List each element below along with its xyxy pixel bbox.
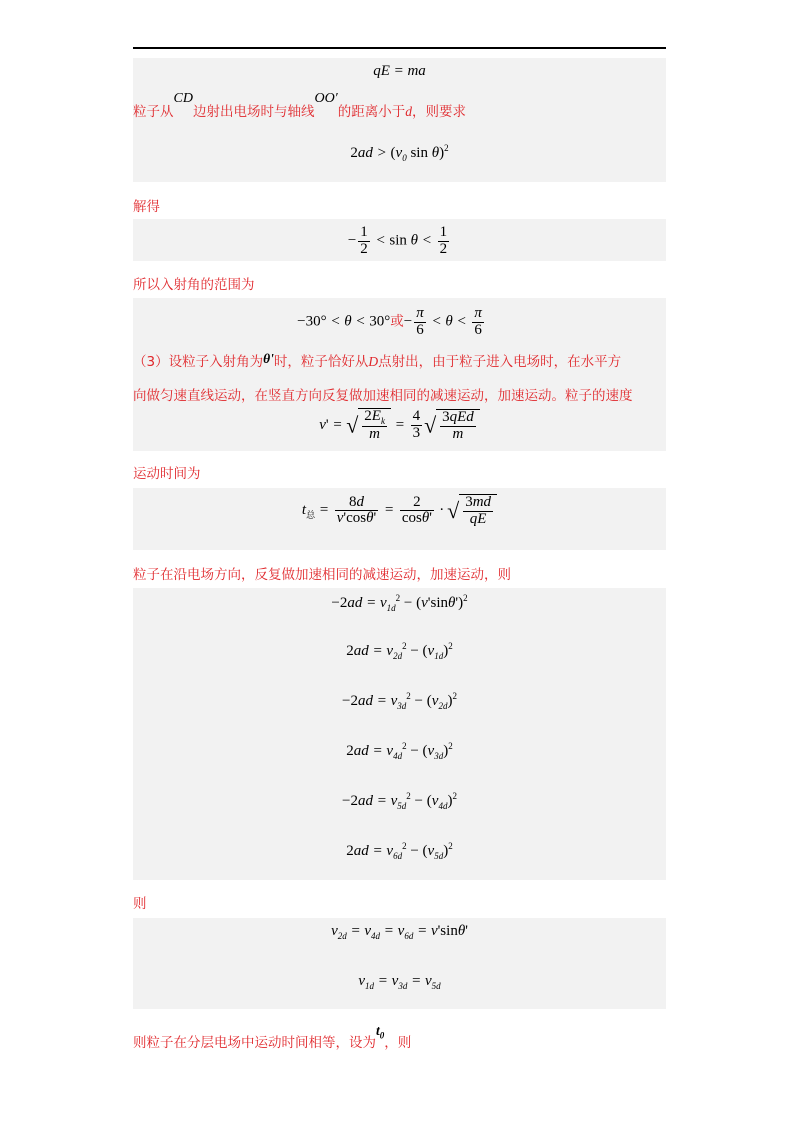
text-jiede: 解得 (133, 199, 160, 215)
eq-v1: $-2ad = v_{1d}^2 - (v'\sin\theta')^2$ (331, 593, 468, 613)
eq-v4: $2ad = v_{4d}^2 - (v_{3d})^2$ (346, 741, 453, 761)
text-along-field: 粒子在沿电场方向，反复做加速相同的减速运动，加速运动，则 (133, 567, 511, 583)
equation-box-3 (133, 298, 666, 451)
eq-qE-ma: qE = ma (373, 63, 426, 79)
equation-box-2 (133, 219, 666, 261)
text-final: 则粒子在分层电场中运动时间相等，设为$t_0$，则 (133, 1023, 412, 1051)
eq-v2: $2ad = v_{2d}^2 - (v_{1d})^2$ (346, 641, 453, 661)
eq-even-v: $v_{2d} = v_{4d} = v_{6d} = v'\sin\theta'$ (331, 923, 468, 941)
equation-box-4 (133, 488, 666, 550)
equation-box-6 (133, 918, 666, 1009)
eq-2ad: $2ad > (v_0$ sin θ)$^2$ (350, 143, 449, 163)
eq-sin-range: − $\frac{1}{2}$ < sin θ < $\frac{1}{2}$ (347, 224, 448, 257)
header-rule (133, 47, 666, 49)
text-line-1: 粒子从CD边射出电场时与轴线OO′的距离小于d，则要求 (133, 91, 466, 120)
sym-t0: $t_0$ (376, 1023, 385, 1041)
text-line-3a: （3）设粒子入射角为θ'时，粒子恰好从D点射出，由于粒子进入电场时，在水平方 (133, 351, 622, 370)
eq-v3: $-2ad = v_{3d}^2 - (v_{2d})^2$ (342, 691, 457, 711)
sym-OO: OO′ (314, 91, 338, 106)
eq-v5: $-2ad = v_{5d}^2 - (v_{4d})^2$ (342, 791, 457, 811)
eq-time: $t_总$ = $\frac{8d}{v'\cos\theta'}$ = $\frac{2}{\cos\theta'}$ · √ $\frac{3md}{qE}$ (133, 494, 666, 528)
text-time: 运动时间为 (133, 466, 201, 482)
text-line-3b: 向做匀速直线运动，在竖直方向反复做加速相同的减速运动，加速运动。粒子的速度 (133, 388, 633, 404)
text-ze: 则 (133, 896, 147, 912)
text-range: 所以入射角的范围为 (133, 277, 255, 293)
equation-box-5 (133, 588, 666, 880)
eq-velocity: v' = √ $\frac{2E_k}{m}$ = $\frac{4}{3}$ √ $\frac{\text{3qEd}}{m}$ (133, 408, 666, 443)
eq-angle-range: −30° < θ < 30°或− $\frac{\pi}{6}$ < θ < $\frac{\pi}{6}$ (297, 305, 482, 338)
eq-odd-v: $v_{1d} = v_{3d} = v_{5d}$ (358, 973, 441, 991)
sym-CD: CD (173, 91, 193, 106)
eq-v6: $2ad = v_{6d}^2 - (v_{5d})^2$ (346, 841, 453, 861)
